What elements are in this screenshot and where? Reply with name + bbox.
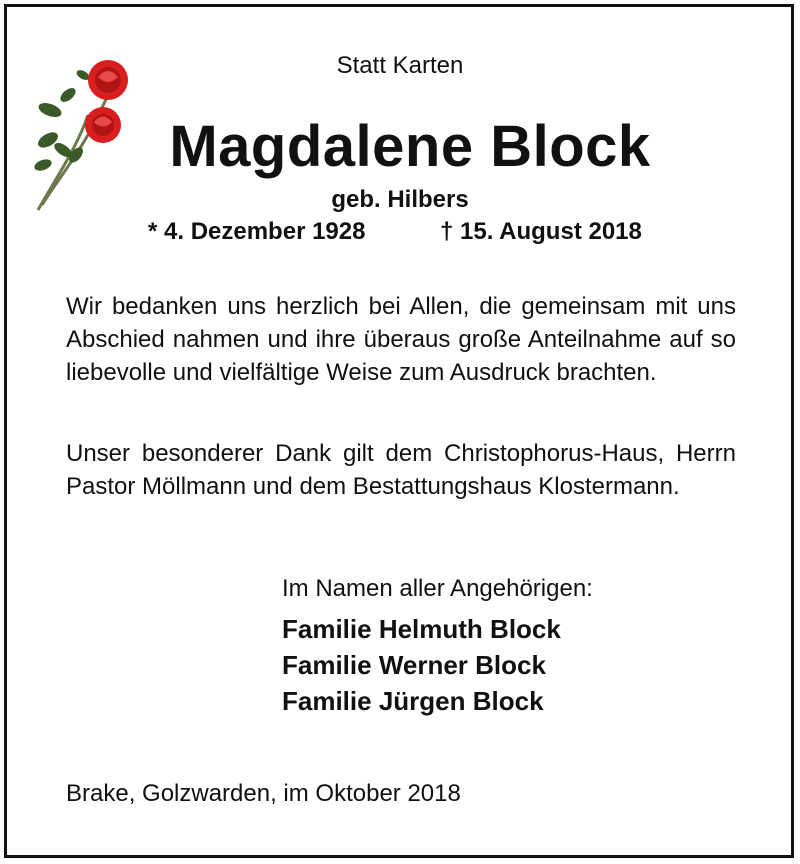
place-and-date: Brake, Golzwarden, im Oktober 2018 [66, 780, 461, 807]
family-name: Familie Werner Block [282, 650, 546, 680]
maiden-name: geb. Hilbers [331, 186, 469, 213]
header-statt-karten: Statt Karten [336, 52, 464, 79]
thanks-paragraph: Wir bedanken uns herzlich bei Allen, die gemeinsam mit uns Abschied nahmen und ihre überaus große Anteilnahme auf so liebevolle und vielfältige Weise zum Ausdruck brachten. [66, 293, 736, 386]
birth-date: * 4. Dezember 1928 [148, 218, 366, 245]
family-name: Familie Jürgen Block [282, 686, 544, 716]
signature-intro: Im Namen aller Angehörigen: [282, 575, 593, 602]
family-name: Familie Helmuth Block [282, 614, 561, 644]
signature-block [282, 575, 593, 719]
special-thanks-paragraph: Unser besonderer Dank gilt dem Christophorus-Haus, Herrn Pastor Möllmann und dem Bestattungshaus Klostermann. [66, 440, 736, 500]
death-date: † 15. August 2018 [440, 218, 642, 245]
deceased-name: Magdalene Block [169, 114, 651, 179]
